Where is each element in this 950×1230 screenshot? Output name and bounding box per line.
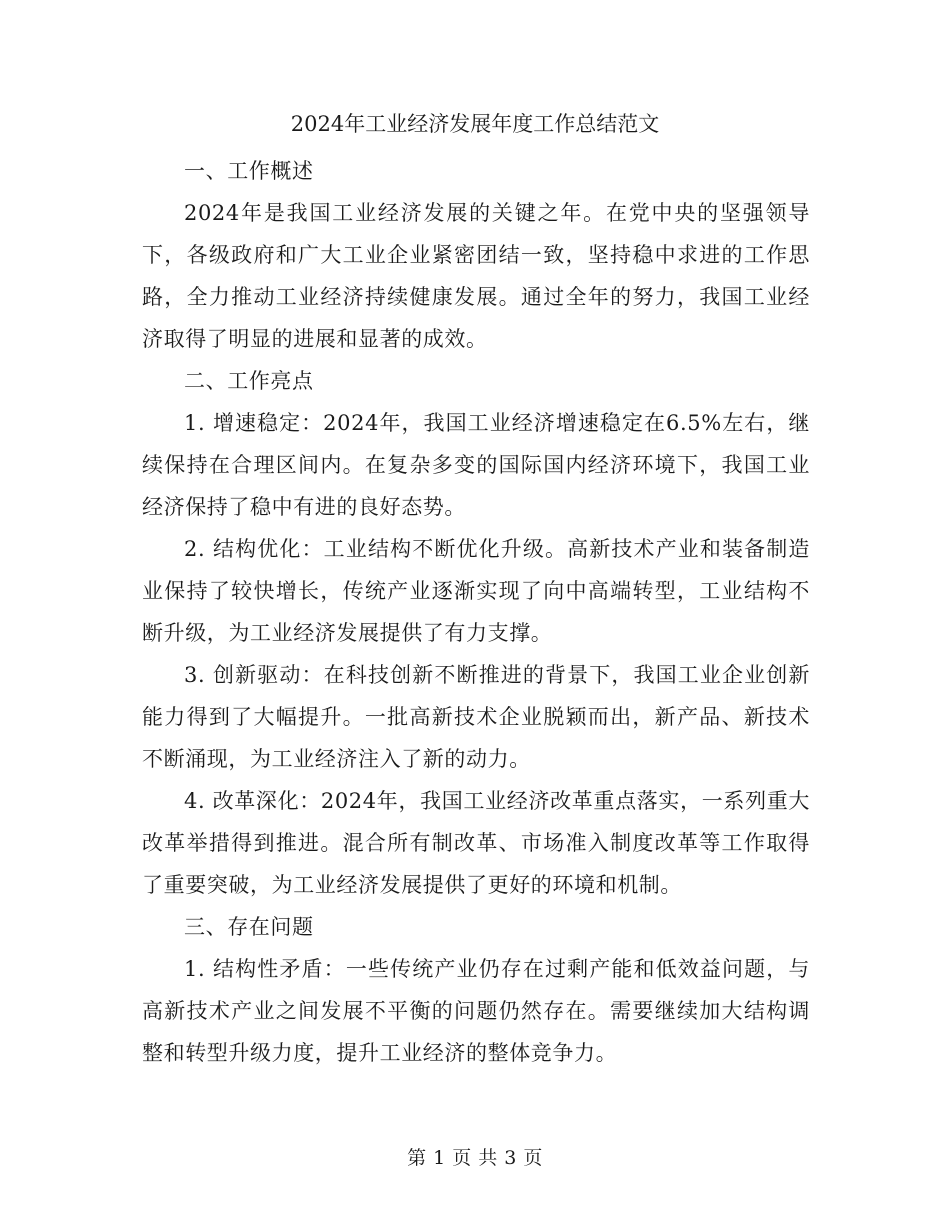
paragraph-highlight-growth: 1. 增速稳定：2024年，我国工业经济增速稳定在6.5%左右，继续保持在合理区间内。在复杂多变的国际国内经济环境下，我国工业经济保持了稳中有进的良好态势。 — [142, 411, 810, 519]
page-number-footer: 第 1 页 共 3 页 — [407, 1147, 543, 1169]
paragraph-highlight-innovation: 3. 创新驱动：在科技创新不断推进的背景下，我国工业企业创新能力得到了大幅提升。一批高新技术企业脱颖而出，新产品、新技术不断涌现，为工业经济注入了新的动力。 — [142, 663, 810, 771]
section-heading-overview: 一、工作概述 — [184, 159, 314, 183]
section-heading-highlights: 二、工作亮点 — [184, 369, 314, 393]
document-title: 2024年工业经济发展年度工作总结范文 — [290, 112, 660, 136]
paragraph-highlight-reform: 4. 改革深化：2024年，我国工业经济改革重点落实，一系列重大改革举措得到推进。混合所有制改革、市场准入制度改革等工作取得了重要突破，为工业经济发展提供了更好的环境和机制。 — [142, 789, 810, 897]
document-body — [142, 150, 810, 1074]
paragraph-problem-structural: 1. 结构性矛盾：一些传统产业仍存在过剩产能和低效益问题，与高新技术产业之间发展不平衡的问题仍然存在。需要继续加大结构调整和转型升级力度，提升工业经济的整体竞争力。 — [142, 957, 810, 1065]
section-heading-problems: 三、存在问题 — [184, 915, 314, 939]
paragraph-highlight-structure: 2. 结构优化：工业结构不断优化升级。高新技术产业和装备制造业保持了较快增长，传统产业逐渐实现了向中高端转型，工业结构不断升级，为工业经济发展提供了有力支撑。 — [142, 537, 810, 645]
paragraph-overview: 2024年是我国工业经济发展的关键之年。在党中央的坚强领导下，各级政府和广大工业企业紧密团结一致，坚持稳中求进的工作思路，全力推动工业经济持续健康发展。通过全年的努力，我国工业经济取得了明显的进展和显著的成效。 — [142, 201, 810, 351]
